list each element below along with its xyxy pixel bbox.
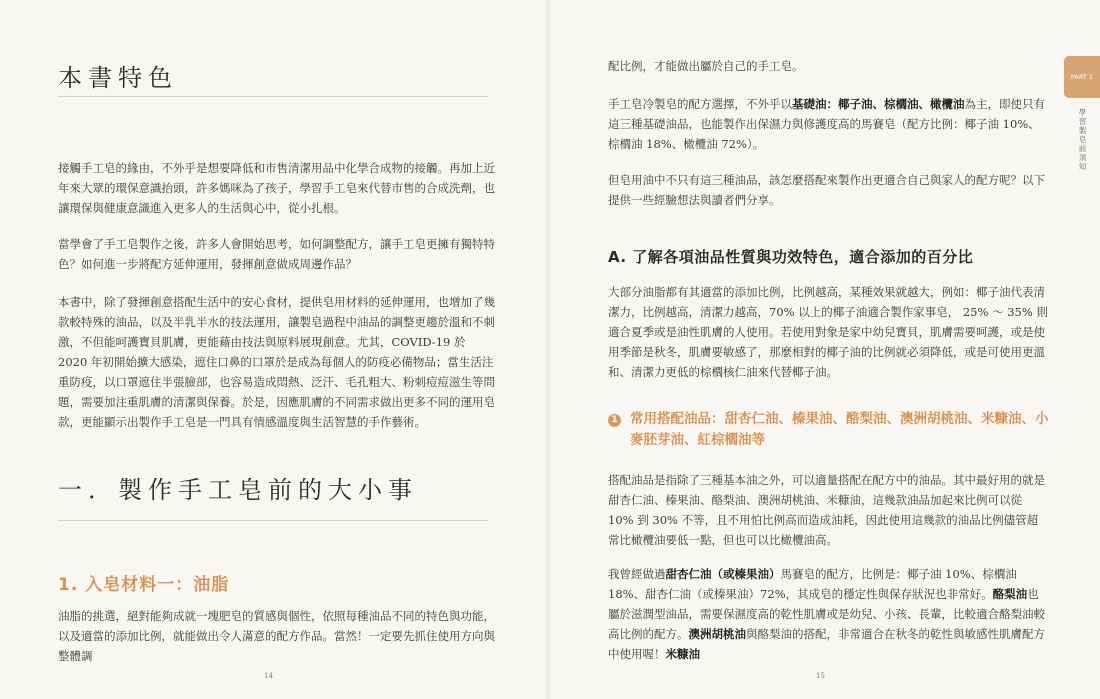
base-oil-paragraph [608,94,1048,154]
experience-paragraph [608,564,1048,664]
heading-divider [58,96,488,97]
sweet-almond-highlight: 甜杏仁油（或榛果油） [665,567,781,581]
page-heading: 本書特色 [58,64,178,92]
chapter-vertical-label: 學習製皂前須知 [1078,108,1087,171]
exp-text-c: 也屬於滋潤型油品，需要保濕度高的乾性肌膚或是幼兒、小孩、長輩，比較適合酪梨油較高比例的配方。 [608,587,1045,641]
macadamia-highlight: 澳洲胡桃油 [688,627,746,641]
part-tab: PART 1 [1064,56,1100,98]
blend-oils-paragraph: 搭配油品是指除了三種基本油之外，可以適量搭配在配方中的油品。其中最好用的就是甜杏仁油、榛果油、酪梨油、澳洲胡桃油、米糠油，這幾款油品加起來比例可以從 10% 到 30% 不等，且不用怕比例高而造成油耗，因此使用這幾款的油品比例儘管超常比橄欖油要低一點，但也可以比橄欖油高。 [608,473,1045,547]
intro-paragraph-2: 當學會了手工皂製作之後，許多人會開始思考，如何調整配方，讓手工皂更擁有獨特特色？如何進一步將配方延伸運用，發揮創意做成周邊作品？ [58,237,495,271]
page-number-right: 15 [816,672,825,680]
section-divider [58,520,488,521]
common-oils-title: 常用搭配油品：甜杏仁油、榛果油、酪梨油、澳洲胡桃油、米糠油、小麥胚芽油、紅棕櫚油等 [630,411,1049,448]
oil-paragraph: 油脂的挑選，絕對能夠成就一塊肥皂的質感與個性，依照每種油品不同的特色與功能，以及適當的添加比例，就能做出令人滿意的配方作品。當然！一定要先抓住使用方向與整體調 [58,609,495,663]
base-oil-highlight: 基礎油：椰子油、棕櫚油、橄欖油 [792,97,965,111]
section-a-title: A. 了解各項油品性質與功效特色，適合添加的百分比 [608,248,974,266]
left-page [0,0,548,699]
avocado-highlight: 酪梨油 [992,587,1028,601]
base-oil-text-b: 為主，即使只有這三種基礎油品，也能製作出保濕力與修護度高的馬賽皂（配方比例：椰子油 10%、棕櫚油 18%、橄欖油 72%）。 [608,97,1045,151]
section-title: 一．製作手工皂前的大小事 [58,476,418,504]
exp-text-b: 馬賽皂的配方，比例是：椰子油 10%、棕櫚油 18%、甜杏仁油（或榛果油）72%，其成皂的穩定性與保存狀況也非常好。 [608,567,1017,601]
number-one-icon: 1 [608,414,621,427]
page-number-left: 14 [264,672,273,680]
continued-paragraph: 配比例，才能做出屬於自己的手工皂。 [608,59,804,73]
exp-text-a: 我曾經做過 [608,567,666,581]
intro-paragraph-3: 本書中，除了發揮創意搭配生活中的安心食材，提供皂用材料的延伸運用，也增加了幾款較特殊的油品，以及半乳半水的技法運用，讓製皂過程中油品的調整更趨於溫和不刺激，不但能呵護寶貝肌膚，更能藉由技法與原料展現創意。尤其，COVID-19 於 2020 年初開始擴大感染，遮住口鼻的口罩於是成為每個人的防疫必備物品；當生活注重防疫，以口罩遮住半張臉部，也容易造成悶熱、泛汗、毛孔粗大、粉刺痘痘滋生等問題，需要加注重肌膚的清潔與保養。於是，因應肌膚的不同需求做出更多不同的運用皂款，更能顯示出製作手工皂是一門具有情感溫度與生活智慧的手作藝術。 [58,295,495,429]
more-oils-paragraph: 但皂用油中不只有這三種油品，該怎麼搭配來製作出更適合自己與家人的配方呢？以下提供一些經驗想法與讀者們分享。 [608,173,1045,207]
rice-bran-highlight: 米糠油 [665,647,700,661]
ratio-paragraph: 大部分油脂都有其適當的添加比例，比例越高，某種效果就越大，例如：椰子油代表清潔力，比例越高，清潔力越高，70% 以上的椰子油適合製作家事皂， 25% ～ 35% 則適合夏季或是油性肌膚的人使用。若使用對象是家中幼兒寶貝，肌膚需要呵護，或是使用季節是秋冬，肌膚要敏感了，那麼相對的椰子油的比例就必須降低，或是可使用更溫和、清潔力更低的棕櫚核仁油來代替椰子油。 [608,285,1048,379]
subsection-title: 1. 入皂材料一：油脂 [58,575,230,595]
exp-text-d: 與酪梨油的搭配，非常適合在秋冬的乾性與敏感性肌膚配方中使用喔！ [608,627,1045,661]
base-oil-text-a: 手工皂冷製皂的配方選擇，不外乎以 [608,97,792,111]
intro-paragraph-1: 接觸手工皂的緣由，不外乎是想要降低和市售清潔用品中化學合成物的接觸。再加上近年來大眾的環保意識抬頭，許多媽咪為了孩子，學習手工皂來代替市售的合成洗劑，也讓環保與健康意識進入更多人的生活與心中，從小扎根。 [58,161,495,215]
